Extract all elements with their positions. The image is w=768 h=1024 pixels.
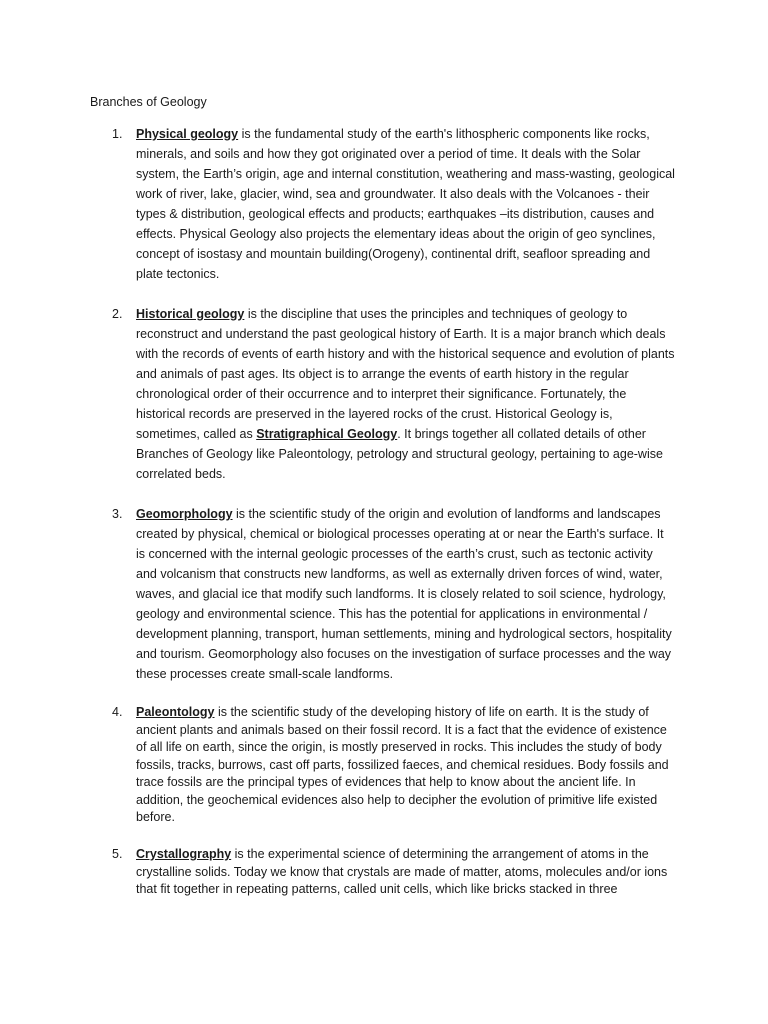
item-text: is the experimental science of determining the arrangement of atoms in the crystalline solids. Today we know that crystals are made of matter, atoms, molecules and/or ions that fit together in repeating patterns, called unit cells, which like bricks stacked in three <box>136 847 668 896</box>
list-item-crystallography <box>112 846 676 899</box>
list-number: 3. <box>112 507 123 521</box>
list-item-historical-geology <box>112 304 676 484</box>
term-geomorphology: Geomorphology <box>136 507 233 521</box>
item-text: is the scientific study of the developing history of life on earth. It is the study of ancient plants and animals based on their fossil record. It is a fact that the evidence of existence of all life on earth, since the origin, is mostly preserved in rocks. This includes the study of body fossils, tracks, burrows, cast off parts, fossilized faeces, and chemical residues. Body fossils and trace fossils are the principal types of evidences that help to know about the ancient life. In addition, the geochemical evidences also help to decipher the evolution of primitive life existed before. <box>136 705 669 824</box>
term-paleontology: Paleontology <box>136 705 215 719</box>
term-physical-geology: Physical geology <box>136 127 239 141</box>
list-number: 5. <box>112 847 123 861</box>
item-text-continued: . It brings together all collated details of other Branches of Geology like Paleontology, petrology and structural geology, pertaining to age-wise correlated beds. <box>136 427 663 481</box>
item-text: is the scientific study of the origin and evolution of landforms and landscapes created by physical, chemical or biological processes operating at or near the Earth's surface. It is concerned with the internal geologic processes of the earth’s crust, such as tectonic activity and volcanism that constructs new landforms, as well as externally driven forces of wind, water, waves, and glacial ice that modify such landforms. It is closely related to soil science, hydrology, geology and environmental science. This has the potential for applications in environmental / development planning, transport, human settlements, mining and hydrological sectors, hospitality and tourism. Geomorphology also focuses on the investigation of surface processes and the way these processes create small-scale landforms. <box>136 507 672 681</box>
document-title: Branches of Geology <box>90 95 207 109</box>
item-text: is the fundamental study of the earth's lithospheric components like rocks, minerals, and soils and how they got originated over a period of time. It deals with the Solar system, the Earth’s origin, age and internal constitution, weathering and mass-wasting, geological work of river, lake, glacier, wind, sea and groundwater. It also deals with the Volcanoes - their types & distribution, geological effects and products; earthquakes –its distribution, causes and effects. Physical Geology also projects the elementary ideas about the origin of geo synclines, concept of isostasy and mountain building(Orogeny), continental drift, seafloor spreading and plate tectonics. <box>136 127 675 281</box>
list-item-physical-geology <box>112 124 676 284</box>
term-stratigraphical-geology: Stratigraphical Geology <box>256 427 398 441</box>
term-crystallography: Crystallography <box>136 847 232 861</box>
list-number: 1. <box>112 127 123 141</box>
list-number: 4. <box>112 705 123 719</box>
list-number: 2. <box>112 307 123 321</box>
list-item-geomorphology <box>112 504 676 684</box>
list-item-paleontology <box>112 704 676 827</box>
item-text: is the discipline that uses the principles and techniques of geology to reconstruct and understand the past geological history of Earth. It is a major branch which deals with the records of events of earth history and with the historical sequence and evolution of plants and animals of past ages. Its object is to arrange the events of earth history in the regular chronological order of their occurrence and to interpret their significance. Fortunately, the historical records are preserved in the layered rocks of the crust. Historical Geology is, sometimes, called as <box>136 307 675 441</box>
term-historical-geology: Historical geology <box>136 307 245 321</box>
